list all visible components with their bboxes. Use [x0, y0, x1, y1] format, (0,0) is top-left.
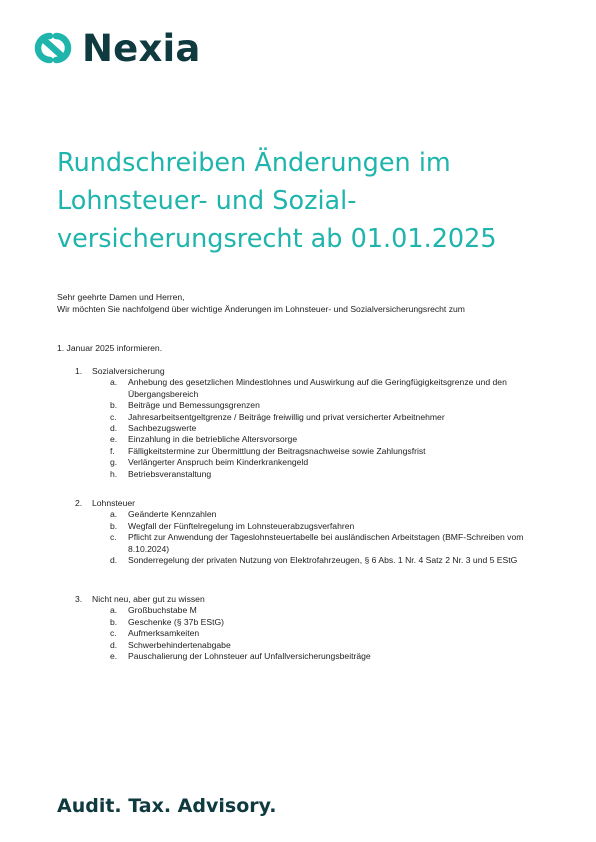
item-letter: d.	[110, 639, 118, 650]
item-text: Aufmerksamkeiten	[128, 628, 200, 639]
item-list	[110, 377, 568, 480]
item-letter: c.	[110, 628, 117, 639]
section-title: Nicht neu, aber gut zu wissen	[92, 594, 205, 604]
page-title	[57, 144, 577, 258]
list-item	[110, 628, 568, 639]
item-letter: g.	[110, 457, 118, 468]
item-text: Anhebung des gesetzlichen Mindestlohnes und Auswirkung auf die Geringfügigkeitsgrenze und den Übergangsbereich	[128, 377, 507, 399]
item-text: Jahresarbeitsentgeltgrenze / Beiträge freiwillig und privat versicherter Arbeitnehmer	[128, 411, 445, 422]
item-letter: b.	[110, 616, 118, 627]
footer-tagline: Audit. Tax. Advisory.	[57, 795, 277, 817]
item-letter: c.	[110, 411, 117, 422]
section-title: Lohnsteuer	[92, 498, 136, 508]
item-letter: h.	[110, 468, 118, 479]
item-text: Wegfall der Fünftelregelung im Lohnsteuerabzugsverfahren	[128, 520, 355, 531]
item-letter: e.	[110, 651, 118, 662]
item-text: Geänderte Kennzahlen	[128, 509, 217, 520]
nexia-logo	[30, 28, 201, 68]
list-item	[110, 509, 568, 520]
item-text: Betriebsveranstaltung	[128, 468, 212, 479]
title-line: versicherungsrecht ab 01.01.2025	[57, 224, 497, 254]
list-item	[110, 446, 568, 457]
date-line: 1. Januar 2025 informieren.	[57, 343, 163, 353]
list-item	[110, 457, 568, 468]
greeting: Sehr geehrte Damen und Herren,	[57, 292, 185, 302]
nexia-logo-icon	[30, 28, 76, 68]
list-item	[110, 377, 568, 400]
item-text: Pauschalierung der Lohnsteuer auf Unfallversicherungsbeiträge	[128, 651, 371, 662]
list-item	[110, 555, 568, 566]
item-letter: c.	[110, 532, 117, 543]
list-item	[110, 469, 568, 480]
list-item	[110, 640, 568, 651]
logo-wordmark: Nexia	[82, 26, 201, 70]
item-text: Sachbezugswerte	[128, 423, 197, 434]
item-text: Pflicht zur Anwendung der Tageslohnsteuertabelle bei ausländischen Arbeitstagen (BMF-Schreiben vom 8.10.2024)	[128, 532, 524, 554]
item-letter: a.	[110, 605, 118, 616]
item-text: Beiträge und Bemessungsgrenzen	[128, 400, 260, 411]
item-letter: a.	[110, 509, 118, 520]
list-item	[110, 605, 568, 616]
item-letter: a.	[110, 377, 118, 388]
item-list	[110, 605, 568, 662]
list-item	[110, 423, 568, 434]
section-number: 3.	[75, 594, 83, 604]
section-title: Sozialversicherung	[92, 366, 165, 376]
item-text: Fälligkeitstermine zur Übermittlung der Beitragsnachweise sowie Zahlungsfrist	[128, 445, 426, 456]
item-letter: b.	[110, 400, 118, 411]
item-letter: d.	[110, 555, 118, 566]
section-number: 1.	[75, 366, 83, 376]
item-letter: f.	[110, 445, 115, 456]
section-number: 2.	[75, 498, 83, 508]
list-item	[110, 400, 568, 411]
list-item	[110, 532, 568, 555]
item-text: Geschenke (§ 37b EStG)	[128, 616, 225, 627]
item-list	[110, 509, 568, 566]
list-item	[110, 434, 568, 445]
list-item	[110, 412, 568, 423]
item-text: Schwerbehindertenabgabe	[128, 639, 231, 650]
item-text: Großbuchstabe M	[128, 605, 197, 616]
title-line: Lohnsteuer- und Sozial-	[57, 186, 357, 216]
item-letter: e.	[110, 434, 118, 445]
item-text: Verlängerter Anspruch beim Kinderkrankengeld	[128, 457, 309, 468]
item-text: Sonderregelung der privaten Nutzung von Elektrofahrzeugen, § 6 Abs. 1 Nr. 4 Satz 2 Nr. 3 und 5 EStG	[128, 555, 518, 566]
item-letter: d.	[110, 423, 118, 434]
list-item	[110, 521, 568, 532]
intro-text: Wir möchten Sie nachfolgend über wichtige Änderungen im Lohnsteuer- und Sozialversicherungsrecht zum	[57, 304, 465, 314]
list-item	[110, 617, 568, 628]
title-line: Rundschreiben Änderungen im	[57, 148, 451, 178]
list-item	[110, 651, 568, 662]
item-letter: b.	[110, 520, 118, 531]
item-text: Einzahlung in die betriebliche Altersvorsorge	[128, 434, 298, 445]
